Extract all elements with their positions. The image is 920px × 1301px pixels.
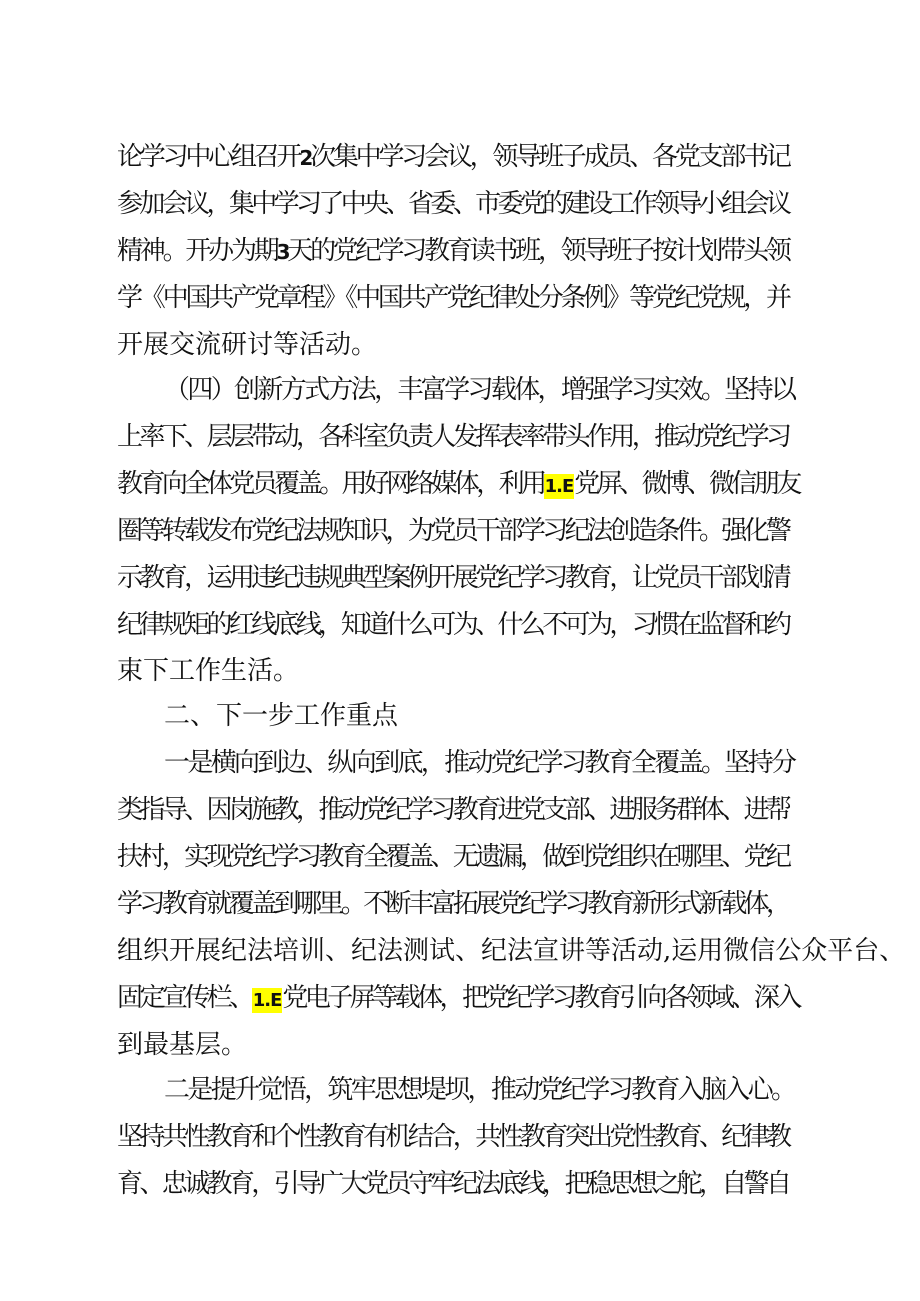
- text-segment: 3: [276, 240, 288, 264]
- text-segment: 党屏、微博、微信朋友: [574, 469, 799, 499]
- text-line: [117, 187, 788, 221]
- text-segment: 上率下、层层带动，各科室负责人发挥表率带头作用，推动党纪学习: [117, 422, 789, 452]
- text-line: [117, 840, 788, 874]
- text-line: [117, 234, 789, 268]
- text-line: [117, 934, 905, 968]
- text-segment: 纪律规矩的红线底线，知道什么可为、什么不可为，习惯在监督和约: [117, 610, 789, 640]
- text-line: [117, 654, 299, 688]
- text-line: [117, 420, 788, 454]
- text-segment: 育、忠诚教育，引导广大党员守牢纪法底线，把稳思想之舵，自警自: [117, 1169, 789, 1199]
- text-segment: 固定宣传栏、: [117, 983, 252, 1013]
- text-segment: 次集中学习会议，领导班子成员、各党支部书记: [310, 142, 789, 172]
- text-line: [117, 1167, 788, 1201]
- text-segment: 束下工作生活。: [117, 656, 300, 686]
- text-segment: 到最基层。: [117, 1030, 248, 1060]
- text-segment: 类指导、因岗施教，推动党纪学习教育进党支部、进服务群体、进帮: [117, 795, 789, 825]
- text-segment: 参加会议，集中学习了中央、省委、市委党的建设工作领导小组会议: [117, 189, 789, 219]
- text-line: [117, 514, 788, 548]
- text-line: [117, 793, 788, 827]
- text-segment: 天的党纪学习教育读书班，领导班子按计划带头领: [287, 236, 789, 266]
- text-segment: 圈等转载发布党纪法规知识，为党员干部学习纪法创造条件。强化警: [117, 516, 789, 546]
- text-line: [117, 608, 788, 642]
- text-segment: （四）创新方式方法，丰富学习载体，增强学习实效。坚持以: [164, 375, 795, 405]
- text-segment: 教育向全体党员覆盖。用好网络媒体，利用: [117, 469, 544, 499]
- text-line: [164, 699, 398, 733]
- text-line: [117, 281, 789, 315]
- text-segment: 二是提升觉悟，筑牢思想堤坝，推动党纪学习教育入脑入心。: [164, 1075, 795, 1105]
- text-segment: 学《中国共产党章程》《中国共产党纪律处分条例》等党纪党规，并: [117, 283, 789, 313]
- highlight-mark: 1.E: [252, 990, 282, 1011]
- text-line: [117, 887, 788, 921]
- text-segment: 论学习中心组召开: [117, 142, 300, 172]
- text-segment: 开展交流研讨等活动。: [117, 330, 378, 360]
- text-line: [117, 467, 799, 501]
- text-line: [164, 746, 794, 780]
- text-segment: 学习教育就覆盖到哪里。不断丰富拓展党纪学习教育新形式新载体，: [117, 889, 789, 919]
- text-line: [117, 561, 788, 595]
- text-line: [117, 981, 799, 1015]
- text-line: [117, 328, 377, 362]
- text-segment: 党电子屏等载体，把党纪学习教育引向各领域、深入: [282, 983, 799, 1013]
- highlight-mark: 1.E: [544, 476, 574, 497]
- text-line: [117, 1028, 247, 1062]
- text-segment: 一是横向到边、纵向到底，推动党纪学习教育全覆盖。坚持分: [164, 748, 795, 778]
- text-segment: 坚持共性教育和个性教育有机结合，共性教育突出党性教育、纪律教: [117, 1122, 789, 1152]
- text-line: [164, 1073, 794, 1107]
- text-segment: 示教育，运用违纪违规典型案例开展党纪学习教育，让党员干部划清: [117, 563, 789, 593]
- text-line: [164, 373, 794, 407]
- text-segment: 扶村，实现党纪学习教育全覆盖、无遗漏，做到党组织在哪里、党纪: [117, 842, 789, 872]
- text-line: [117, 140, 789, 174]
- text-segment: 二、下一步工作重点: [164, 701, 399, 731]
- text-segment: 2: [299, 146, 311, 170]
- text-segment: 组织开展纪法培训、纪法测试、纪法宣讲等活动,运用微信公众平台、: [117, 936, 906, 966]
- text-segment: 精神。开办为期: [117, 236, 277, 266]
- text-line: [117, 1120, 788, 1154]
